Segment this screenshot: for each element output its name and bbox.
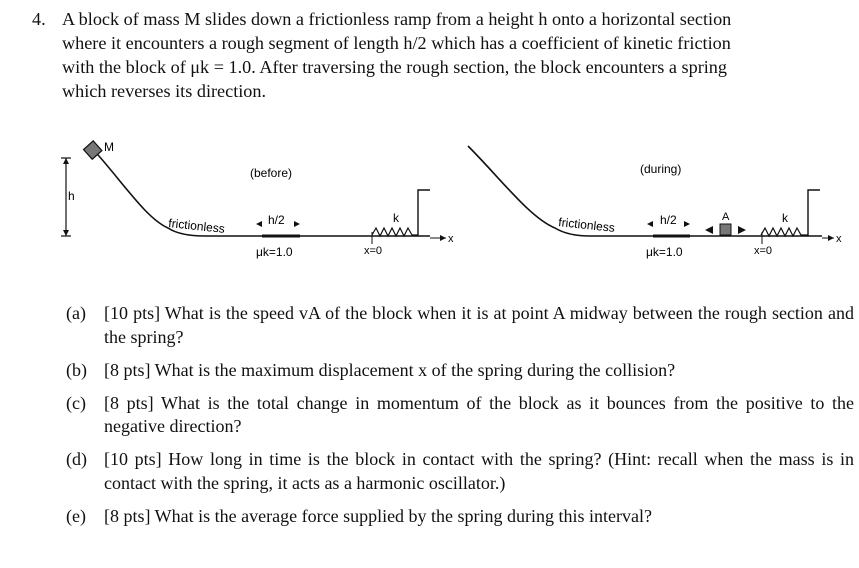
problem-number: 4. (32, 9, 46, 29)
rough-length-label-during: h/2 (660, 213, 677, 227)
height-label: h (68, 189, 75, 203)
arrow-right-A (738, 226, 746, 234)
caption-during: (during) (640, 162, 682, 176)
x-axis-label-during: x (836, 233, 842, 245)
ramp-curve-during (468, 146, 822, 236)
frictionless-label-before: frictionless (167, 216, 226, 236)
mu-label-before: μk=1.0 (256, 245, 293, 259)
part-b (66, 359, 854, 383)
frictionless-label-during: frictionless (557, 215, 616, 235)
spring-before (372, 228, 418, 236)
part-b-text: [8 pts] What is the maximum displacement x of the spring during the collision? (104, 359, 676, 380)
problem-text-line-2: where it encounters a rough segment of length h/2 which has a coefficient of kinetic friction (62, 33, 731, 53)
part-e-text: [8 pts] What is the average force supplied by the spring during this interval? (104, 505, 653, 526)
origin-label-before: x=0 (364, 245, 383, 257)
part-c-label: (c) (66, 392, 86, 413)
part-a-text: [10 pts] What is the speed vA of the block when it is at point A midway between the rough section and the spring? (104, 303, 854, 347)
before-panel (61, 140, 454, 259)
problem-text-line-3: with the block of μk = 1.0. After traversing the rough section, the block encounters a spring (62, 57, 727, 77)
spring-label-during: k (782, 211, 788, 225)
problem-text-line-1: A block of mass M slides down a frictionless ramp from a height h onto a horizontal section (62, 9, 732, 29)
during-panel (468, 146, 842, 259)
point-A-label: A (722, 211, 730, 223)
part-c-text: [8 pts] What is the total change in momentum of the block as it bounces from the positive to the negative direction? (104, 392, 854, 436)
mu-label-during: μk=1.0 (646, 245, 683, 259)
part-b-label: (b) (66, 359, 87, 380)
wall-during (808, 190, 820, 236)
problem-line-1 (32, 7, 854, 31)
rough-length-label-before: h/2 (268, 213, 285, 227)
part-a-label: (a) (66, 303, 86, 323)
problem-text-line-4: which reverses its direction. (62, 81, 267, 101)
ramp-spring-figure (0, 128, 859, 278)
wall-before (418, 190, 430, 236)
arrow-left-A (705, 226, 713, 234)
block-at-A (720, 224, 731, 235)
part-d-label: (d) (66, 449, 87, 469)
mass-label: M (104, 140, 114, 154)
part-e (66, 505, 854, 529)
part-d-text: [10 pts] How long in time is the block in contact with the spring? (Hint: recall when the mass is in contact with the spring, it acts as a harmonic oscillator.) (104, 449, 854, 493)
caption-before: (before) (250, 166, 293, 180)
spring-label-before: k (393, 211, 399, 225)
spring-during (761, 228, 808, 236)
origin-label-during: x=0 (754, 245, 773, 257)
question-parts (66, 302, 854, 538)
part-a (66, 302, 854, 349)
x-axis-label-before: x (448, 233, 454, 245)
part-c (66, 392, 854, 439)
part-d (66, 448, 854, 495)
part-e-label: (e) (66, 505, 86, 526)
problem-statement (32, 7, 854, 103)
